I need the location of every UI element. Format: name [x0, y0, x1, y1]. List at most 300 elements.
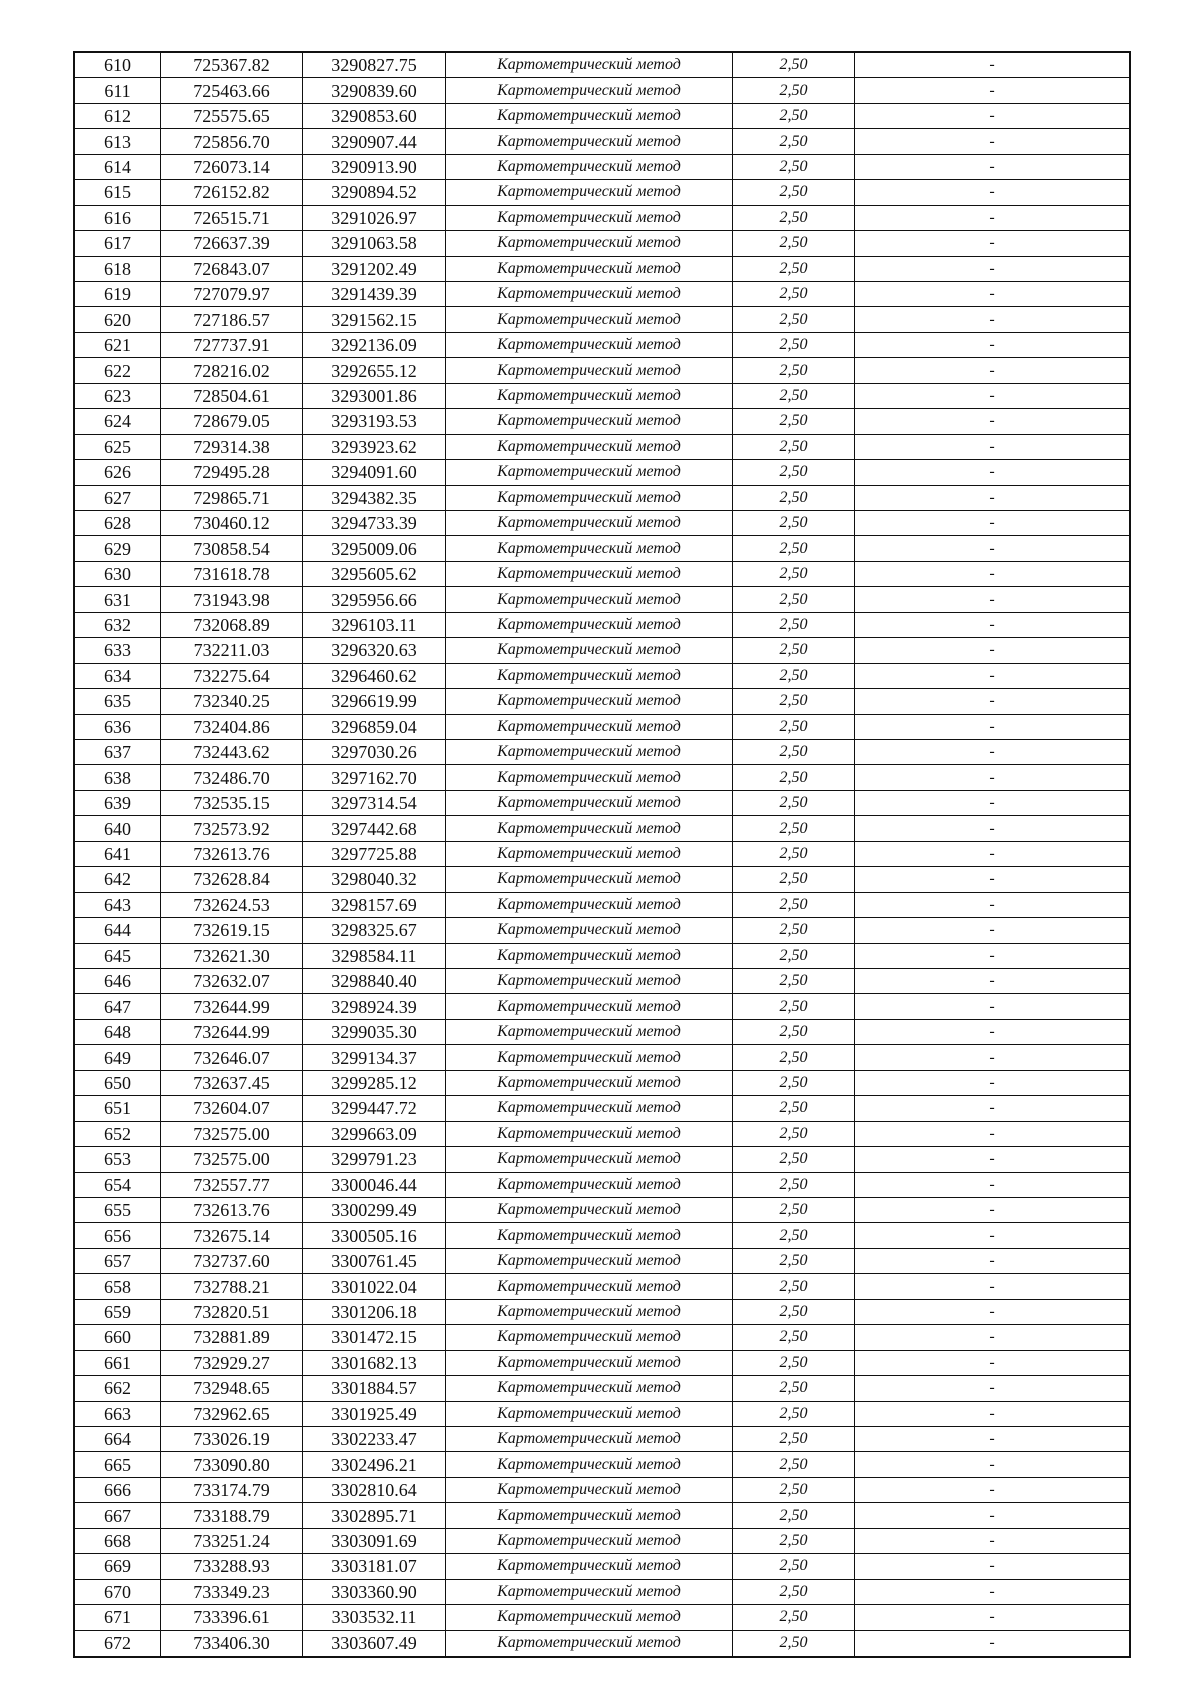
method-cell: Картометрический метод [446, 1605, 733, 1630]
accuracy-cell: 2,50 [733, 231, 855, 256]
point-number-cell: 629 [75, 536, 161, 561]
accuracy-cell: 2,50 [733, 129, 855, 154]
y-coordinate-cell: 3298924.39 [303, 994, 446, 1019]
x-coordinate-cell: 732404.86 [161, 715, 303, 740]
method-cell: Картометрический метод [446, 1020, 733, 1045]
accuracy-cell: 2,50 [733, 78, 855, 103]
note-cell: - [855, 715, 1129, 740]
accuracy-cell: 2,50 [733, 1020, 855, 1045]
x-coordinate-cell: 732929.27 [161, 1351, 303, 1376]
point-number-cell: 641 [75, 842, 161, 867]
note-cell: - [855, 1045, 1129, 1070]
coordinates-table-grid [75, 53, 1129, 1656]
x-coordinate-cell: 732820.51 [161, 1300, 303, 1325]
y-coordinate-cell: 3290894.52 [303, 180, 446, 205]
y-coordinate-cell: 3293001.86 [303, 384, 446, 409]
accuracy-cell: 2,50 [733, 791, 855, 816]
y-coordinate-cell: 3303532.11 [303, 1605, 446, 1630]
method-cell: Картометрический метод [446, 1529, 733, 1554]
method-cell: Картометрический метод [446, 994, 733, 1019]
point-number-cell: 660 [75, 1325, 161, 1350]
y-coordinate-cell: 3296619.99 [303, 689, 446, 714]
method-cell: Картометрический метод [446, 765, 733, 790]
method-cell: Картометрический метод [446, 1249, 733, 1274]
point-number-cell: 671 [75, 1605, 161, 1630]
method-cell: Картометрический метод [446, 1223, 733, 1248]
note-cell: - [855, 307, 1129, 332]
method-cell: Картометрический метод [446, 231, 733, 256]
accuracy-cell: 2,50 [733, 1300, 855, 1325]
x-coordinate-cell: 726152.82 [161, 180, 303, 205]
point-number-cell: 639 [75, 791, 161, 816]
method-cell: Картометрический метод [446, 511, 733, 536]
accuracy-cell: 2,50 [733, 613, 855, 638]
method-cell: Картометрический метод [446, 104, 733, 129]
point-number-cell: 631 [75, 587, 161, 612]
note-cell: - [855, 104, 1129, 129]
x-coordinate-cell: 732486.70 [161, 765, 303, 790]
point-number-cell: 643 [75, 893, 161, 918]
y-coordinate-cell: 3297030.26 [303, 740, 446, 765]
x-coordinate-cell: 733349.23 [161, 1580, 303, 1605]
x-coordinate-cell: 729495.28 [161, 460, 303, 485]
x-coordinate-cell: 732613.76 [161, 842, 303, 867]
y-coordinate-cell: 3300761.45 [303, 1249, 446, 1274]
x-coordinate-cell: 732621.30 [161, 944, 303, 969]
y-coordinate-cell: 3302895.71 [303, 1503, 446, 1528]
accuracy-cell: 2,50 [733, 867, 855, 892]
y-coordinate-cell: 3291202.49 [303, 257, 446, 282]
x-coordinate-cell: 725856.70 [161, 129, 303, 154]
accuracy-cell: 2,50 [733, 994, 855, 1019]
x-coordinate-cell: 732211.03 [161, 638, 303, 663]
x-coordinate-cell: 732443.62 [161, 740, 303, 765]
note-cell: - [855, 1503, 1129, 1528]
note-cell: - [855, 613, 1129, 638]
note-cell: - [855, 511, 1129, 536]
y-coordinate-cell: 3301925.49 [303, 1402, 446, 1427]
x-coordinate-cell: 733288.93 [161, 1554, 303, 1579]
accuracy-cell: 2,50 [733, 1223, 855, 1248]
x-coordinate-cell: 732962.65 [161, 1402, 303, 1427]
point-number-cell: 654 [75, 1173, 161, 1198]
point-number-cell: 622 [75, 358, 161, 383]
y-coordinate-cell: 3298584.11 [303, 944, 446, 969]
accuracy-cell: 2,50 [733, 180, 855, 205]
point-number-cell: 614 [75, 155, 161, 180]
x-coordinate-cell: 732619.15 [161, 918, 303, 943]
accuracy-cell: 2,50 [733, 384, 855, 409]
x-coordinate-cell: 726515.71 [161, 206, 303, 231]
accuracy-cell: 2,50 [733, 104, 855, 129]
x-coordinate-cell: 731943.98 [161, 587, 303, 612]
y-coordinate-cell: 3292655.12 [303, 358, 446, 383]
note-cell: - [855, 791, 1129, 816]
y-coordinate-cell: 3295009.06 [303, 536, 446, 561]
method-cell: Картометрический метод [446, 1096, 733, 1121]
point-number-cell: 668 [75, 1529, 161, 1554]
point-number-cell: 645 [75, 944, 161, 969]
point-number-cell: 657 [75, 1249, 161, 1274]
method-cell: Картометрический метод [446, 1452, 733, 1477]
x-coordinate-cell: 727737.91 [161, 333, 303, 358]
method-cell: Картометрический метод [446, 893, 733, 918]
point-number-cell: 626 [75, 460, 161, 485]
y-coordinate-cell: 3303607.49 [303, 1631, 446, 1656]
method-cell: Картометрический метод [446, 384, 733, 409]
method-cell: Картометрический метод [446, 816, 733, 841]
accuracy-cell: 2,50 [733, 562, 855, 587]
note-cell: - [855, 155, 1129, 180]
point-number-cell: 672 [75, 1631, 161, 1656]
x-coordinate-cell: 732613.76 [161, 1198, 303, 1223]
note-cell: - [855, 765, 1129, 790]
point-number-cell: 658 [75, 1274, 161, 1299]
y-coordinate-cell: 3293193.53 [303, 409, 446, 434]
y-coordinate-cell: 3297314.54 [303, 791, 446, 816]
x-coordinate-cell: 728504.61 [161, 384, 303, 409]
method-cell: Картометрический метод [446, 715, 733, 740]
note-cell: - [855, 78, 1129, 103]
y-coordinate-cell: 3294091.60 [303, 460, 446, 485]
x-coordinate-cell: 725367.82 [161, 53, 303, 78]
y-coordinate-cell: 3290839.60 [303, 78, 446, 103]
accuracy-cell: 2,50 [733, 511, 855, 536]
y-coordinate-cell: 3290827.75 [303, 53, 446, 78]
y-coordinate-cell: 3296460.62 [303, 664, 446, 689]
x-coordinate-cell: 733090.80 [161, 1452, 303, 1477]
note-cell: - [855, 1274, 1129, 1299]
point-number-cell: 651 [75, 1096, 161, 1121]
y-coordinate-cell: 3301472.15 [303, 1325, 446, 1350]
x-coordinate-cell: 732737.60 [161, 1249, 303, 1274]
method-cell: Картометрический метод [446, 155, 733, 180]
accuracy-cell: 2,50 [733, 1376, 855, 1401]
accuracy-cell: 2,50 [733, 257, 855, 282]
note-cell: - [855, 1580, 1129, 1605]
point-number-cell: 656 [75, 1223, 161, 1248]
y-coordinate-cell: 3301682.13 [303, 1351, 446, 1376]
method-cell: Картометрический метод [446, 1071, 733, 1096]
point-number-cell: 615 [75, 180, 161, 205]
accuracy-cell: 2,50 [733, 1402, 855, 1427]
method-cell: Картометрический метод [446, 1554, 733, 1579]
x-coordinate-cell: 733406.30 [161, 1631, 303, 1656]
note-cell: - [855, 867, 1129, 892]
note-cell: - [855, 231, 1129, 256]
accuracy-cell: 2,50 [733, 333, 855, 358]
accuracy-cell: 2,50 [733, 358, 855, 383]
y-coordinate-cell: 3301022.04 [303, 1274, 446, 1299]
y-coordinate-cell: 3302810.64 [303, 1478, 446, 1503]
accuracy-cell: 2,50 [733, 1503, 855, 1528]
note-cell: - [855, 1173, 1129, 1198]
accuracy-cell: 2,50 [733, 1122, 855, 1147]
note-cell: - [855, 129, 1129, 154]
note-cell: - [855, 333, 1129, 358]
point-number-cell: 633 [75, 638, 161, 663]
accuracy-cell: 2,50 [733, 1249, 855, 1274]
point-number-cell: 659 [75, 1300, 161, 1325]
x-coordinate-cell: 733026.19 [161, 1427, 303, 1452]
note-cell: - [855, 1478, 1129, 1503]
note-cell: - [855, 587, 1129, 612]
x-coordinate-cell: 732573.92 [161, 816, 303, 841]
accuracy-cell: 2,50 [733, 1580, 855, 1605]
x-coordinate-cell: 732644.99 [161, 1020, 303, 1045]
method-cell: Картометрический метод [446, 180, 733, 205]
y-coordinate-cell: 3298325.67 [303, 918, 446, 943]
method-cell: Картометрический метод [446, 587, 733, 612]
method-cell: Картометрический метод [446, 1376, 733, 1401]
accuracy-cell: 2,50 [733, 1173, 855, 1198]
note-cell: - [855, 816, 1129, 841]
point-number-cell: 628 [75, 511, 161, 536]
note-cell: - [855, 257, 1129, 282]
x-coordinate-cell: 732624.53 [161, 893, 303, 918]
y-coordinate-cell: 3293923.62 [303, 435, 446, 460]
method-cell: Картометрический метод [446, 613, 733, 638]
y-coordinate-cell: 3298157.69 [303, 893, 446, 918]
method-cell: Картометрический метод [446, 486, 733, 511]
method-cell: Картометрический метод [446, 435, 733, 460]
method-cell: Картометрический метод [446, 282, 733, 307]
y-coordinate-cell: 3292136.09 [303, 333, 446, 358]
x-coordinate-cell: 732646.07 [161, 1045, 303, 1070]
method-cell: Картометрический метод [446, 1173, 733, 1198]
method-cell: Картометрический метод [446, 1274, 733, 1299]
point-number-cell: 666 [75, 1478, 161, 1503]
point-number-cell: 612 [75, 104, 161, 129]
accuracy-cell: 2,50 [733, 944, 855, 969]
method-cell: Картометрический метод [446, 969, 733, 994]
note-cell: - [855, 1122, 1129, 1147]
point-number-cell: 665 [75, 1452, 161, 1477]
y-coordinate-cell: 3291063.58 [303, 231, 446, 256]
x-coordinate-cell: 732628.84 [161, 867, 303, 892]
accuracy-cell: 2,50 [733, 1478, 855, 1503]
accuracy-cell: 2,50 [733, 155, 855, 180]
accuracy-cell: 2,50 [733, 1045, 855, 1070]
method-cell: Картометрический метод [446, 1045, 733, 1070]
accuracy-cell: 2,50 [733, 1096, 855, 1121]
method-cell: Картометрический метод [446, 1503, 733, 1528]
method-cell: Картометрический метод [446, 460, 733, 485]
method-cell: Картометрический метод [446, 1122, 733, 1147]
x-coordinate-cell: 726637.39 [161, 231, 303, 256]
point-number-cell: 663 [75, 1402, 161, 1427]
x-coordinate-cell: 730858.54 [161, 536, 303, 561]
point-number-cell: 644 [75, 918, 161, 943]
note-cell: - [855, 1605, 1129, 1630]
note-cell: - [855, 1300, 1129, 1325]
point-number-cell: 627 [75, 486, 161, 511]
x-coordinate-cell: 732340.25 [161, 689, 303, 714]
point-number-cell: 655 [75, 1198, 161, 1223]
method-cell: Картометрический метод [446, 664, 733, 689]
point-number-cell: 649 [75, 1045, 161, 1070]
method-cell: Картометрический метод [446, 944, 733, 969]
note-cell: - [855, 1529, 1129, 1554]
y-coordinate-cell: 3297442.68 [303, 816, 446, 841]
x-coordinate-cell: 725575.65 [161, 104, 303, 129]
method-cell: Картометрический метод [446, 129, 733, 154]
accuracy-cell: 2,50 [733, 1554, 855, 1579]
x-coordinate-cell: 732675.14 [161, 1223, 303, 1248]
x-coordinate-cell: 732557.77 [161, 1173, 303, 1198]
accuracy-cell: 2,50 [733, 816, 855, 841]
point-number-cell: 647 [75, 994, 161, 1019]
y-coordinate-cell: 3298040.32 [303, 867, 446, 892]
accuracy-cell: 2,50 [733, 1452, 855, 1477]
point-number-cell: 636 [75, 715, 161, 740]
y-coordinate-cell: 3302233.47 [303, 1427, 446, 1452]
point-number-cell: 625 [75, 435, 161, 460]
point-number-cell: 623 [75, 384, 161, 409]
point-number-cell: 652 [75, 1122, 161, 1147]
accuracy-cell: 2,50 [733, 1274, 855, 1299]
x-coordinate-cell: 732788.21 [161, 1274, 303, 1299]
accuracy-cell: 2,50 [733, 435, 855, 460]
note-cell: - [855, 969, 1129, 994]
method-cell: Картометрический метод [446, 918, 733, 943]
method-cell: Картометрический метод [446, 307, 733, 332]
point-number-cell: 624 [75, 409, 161, 434]
y-coordinate-cell: 3291562.15 [303, 307, 446, 332]
method-cell: Картометрический метод [446, 1147, 733, 1172]
y-coordinate-cell: 3295605.62 [303, 562, 446, 587]
x-coordinate-cell: 732575.00 [161, 1122, 303, 1147]
note-cell: - [855, 1071, 1129, 1096]
accuracy-cell: 2,50 [733, 536, 855, 561]
point-number-cell: 632 [75, 613, 161, 638]
x-coordinate-cell: 727079.97 [161, 282, 303, 307]
note-cell: - [855, 536, 1129, 561]
point-number-cell: 642 [75, 867, 161, 892]
y-coordinate-cell: 3291026.97 [303, 206, 446, 231]
method-cell: Картометрический метод [446, 206, 733, 231]
point-number-cell: 648 [75, 1020, 161, 1045]
method-cell: Картометрический метод [446, 1300, 733, 1325]
x-coordinate-cell: 726843.07 [161, 257, 303, 282]
y-coordinate-cell: 3303181.07 [303, 1554, 446, 1579]
y-coordinate-cell: 3290907.44 [303, 129, 446, 154]
method-cell: Картометрический метод [446, 1351, 733, 1376]
note-cell: - [855, 1147, 1129, 1172]
accuracy-cell: 2,50 [733, 1147, 855, 1172]
x-coordinate-cell: 732535.15 [161, 791, 303, 816]
method-cell: Картометрический метод [446, 1402, 733, 1427]
note-cell: - [855, 918, 1129, 943]
note-cell: - [855, 1351, 1129, 1376]
point-number-cell: 635 [75, 689, 161, 714]
point-number-cell: 637 [75, 740, 161, 765]
x-coordinate-cell: 726073.14 [161, 155, 303, 180]
note-cell: - [855, 358, 1129, 383]
x-coordinate-cell: 727186.57 [161, 307, 303, 332]
accuracy-cell: 2,50 [733, 638, 855, 663]
x-coordinate-cell: 732948.65 [161, 1376, 303, 1401]
point-number-cell: 653 [75, 1147, 161, 1172]
accuracy-cell: 2,50 [733, 1325, 855, 1350]
x-coordinate-cell: 733174.79 [161, 1478, 303, 1503]
note-cell: - [855, 689, 1129, 714]
note-cell: - [855, 944, 1129, 969]
coordinates-table [73, 51, 1131, 1658]
point-number-cell: 611 [75, 78, 161, 103]
method-cell: Картометрический метод [446, 867, 733, 892]
x-coordinate-cell: 728216.02 [161, 358, 303, 383]
accuracy-cell: 2,50 [733, 1071, 855, 1096]
note-cell: - [855, 1452, 1129, 1477]
note-cell: - [855, 1096, 1129, 1121]
accuracy-cell: 2,50 [733, 842, 855, 867]
y-coordinate-cell: 3302496.21 [303, 1452, 446, 1477]
accuracy-cell: 2,50 [733, 765, 855, 790]
method-cell: Картометрический метод [446, 1580, 733, 1605]
method-cell: Картометрический метод [446, 740, 733, 765]
x-coordinate-cell: 728679.05 [161, 409, 303, 434]
method-cell: Картометрический метод [446, 358, 733, 383]
accuracy-cell: 2,50 [733, 1198, 855, 1223]
point-number-cell: 638 [75, 765, 161, 790]
accuracy-cell: 2,50 [733, 282, 855, 307]
point-number-cell: 634 [75, 664, 161, 689]
note-cell: - [855, 1554, 1129, 1579]
y-coordinate-cell: 3303091.69 [303, 1529, 446, 1554]
x-coordinate-cell: 733251.24 [161, 1529, 303, 1554]
method-cell: Картометрический метод [446, 53, 733, 78]
note-cell: - [855, 384, 1129, 409]
point-number-cell: 619 [75, 282, 161, 307]
accuracy-cell: 2,50 [733, 409, 855, 434]
y-coordinate-cell: 3301884.57 [303, 1376, 446, 1401]
x-coordinate-cell: 729865.71 [161, 486, 303, 511]
point-number-cell: 630 [75, 562, 161, 587]
point-number-cell: 613 [75, 129, 161, 154]
accuracy-cell: 2,50 [733, 740, 855, 765]
note-cell: - [855, 180, 1129, 205]
point-number-cell: 662 [75, 1376, 161, 1401]
y-coordinate-cell: 3298840.40 [303, 969, 446, 994]
y-coordinate-cell: 3301206.18 [303, 1300, 446, 1325]
point-number-cell: 664 [75, 1427, 161, 1452]
y-coordinate-cell: 3294382.35 [303, 486, 446, 511]
point-number-cell: 621 [75, 333, 161, 358]
y-coordinate-cell: 3300046.44 [303, 1173, 446, 1198]
y-coordinate-cell: 3300299.49 [303, 1198, 446, 1223]
y-coordinate-cell: 3297162.70 [303, 765, 446, 790]
method-cell: Картометрический метод [446, 791, 733, 816]
y-coordinate-cell: 3296103.11 [303, 613, 446, 638]
y-coordinate-cell: 3299447.72 [303, 1096, 446, 1121]
accuracy-cell: 2,50 [733, 206, 855, 231]
accuracy-cell: 2,50 [733, 893, 855, 918]
point-number-cell: 646 [75, 969, 161, 994]
x-coordinate-cell: 732644.99 [161, 994, 303, 1019]
accuracy-cell: 2,50 [733, 664, 855, 689]
accuracy-cell: 2,50 [733, 587, 855, 612]
y-coordinate-cell: 3299035.30 [303, 1020, 446, 1045]
method-cell: Картометрический метод [446, 1198, 733, 1223]
note-cell: - [855, 1427, 1129, 1452]
y-coordinate-cell: 3294733.39 [303, 511, 446, 536]
point-number-cell: 620 [75, 307, 161, 332]
y-coordinate-cell: 3299791.23 [303, 1147, 446, 1172]
note-cell: - [855, 1376, 1129, 1401]
y-coordinate-cell: 3303360.90 [303, 1580, 446, 1605]
x-coordinate-cell: 730460.12 [161, 511, 303, 536]
